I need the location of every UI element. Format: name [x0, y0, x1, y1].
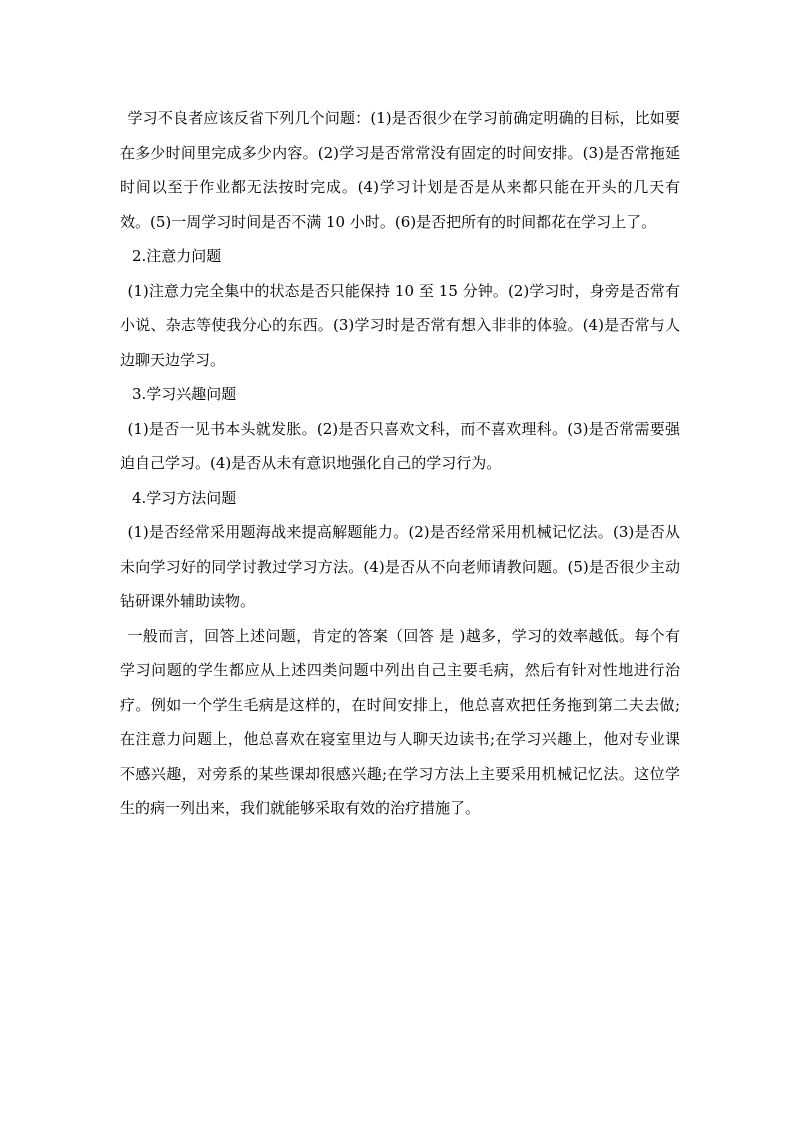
section-heading-interest: 3.学习兴趣问题	[132, 385, 237, 403]
interest-paragraph: (1)是否一见书本头就发胀。(2)是否只喜欢文科，而不喜欢理科。(3)是否常需要强迫自己学习。(4)是否从未有意识地强化自己的学习行为。	[120, 419, 680, 472]
intro-paragraph: 学习不良者应该反省下列几个问题：(1)是否很少在学习前确定明确的目标，比如要在多少时间里完成多少内容。(2)学习是否常常没有固定的时间安排。(3)是否常拖延时间以至于作业都无法按时完成。(4)学习计划是否是从来都只能在开头的几天有效。(5)一周学习时间是否不满 10 小时。(6)是否把所有的时间都花在学习上了。	[120, 109, 680, 231]
section-heading-attention: 2.注意力问题	[132, 247, 222, 265]
attention-paragraph: (1)注意力完全集中的状态是否只能保持 10 至 15 分钟。(2)学习时，身旁是否常有小说、杂志等使我分心的东西。(3)学习时是否常有想入非非的体验。(4)是否常与人边聊天边学习。	[120, 281, 680, 369]
document-page	[120, 101, 680, 826]
conclusion-paragraph: 一般而言，回答上述问题，肯定的答案（回答 是 )越多，学习的效率越低。每个有学习问题的学生都应从上述四类问题中列出自己主要毛病，然后有针对性地进行治疗。例如一个学生毛病是这样的，在时间安排上，他总喜欢把任务拖到第二夫去做;在注意力问题上，他总喜欢在寝室里边与人聊天边读书;在学习兴趣上，他对专业课不感兴趣，对旁系的某些课却很感兴趣;在学习方法上主要采用机械记忆法。这位学生的病一列出来，我们就能够采取有效的治疗措施了。	[120, 626, 680, 817]
method-paragraph: (1)是否经常采用题海战来提高解题能力。(2)是否经常采用机械记忆法。(3)是否从未向学习好的同学讨教过学习方法。(4)是否从不向老师请教问题。(5)是否很少主动钻研课外辅助读物。	[120, 523, 680, 610]
section-heading-method: 4.学习方法问题	[132, 488, 237, 507]
